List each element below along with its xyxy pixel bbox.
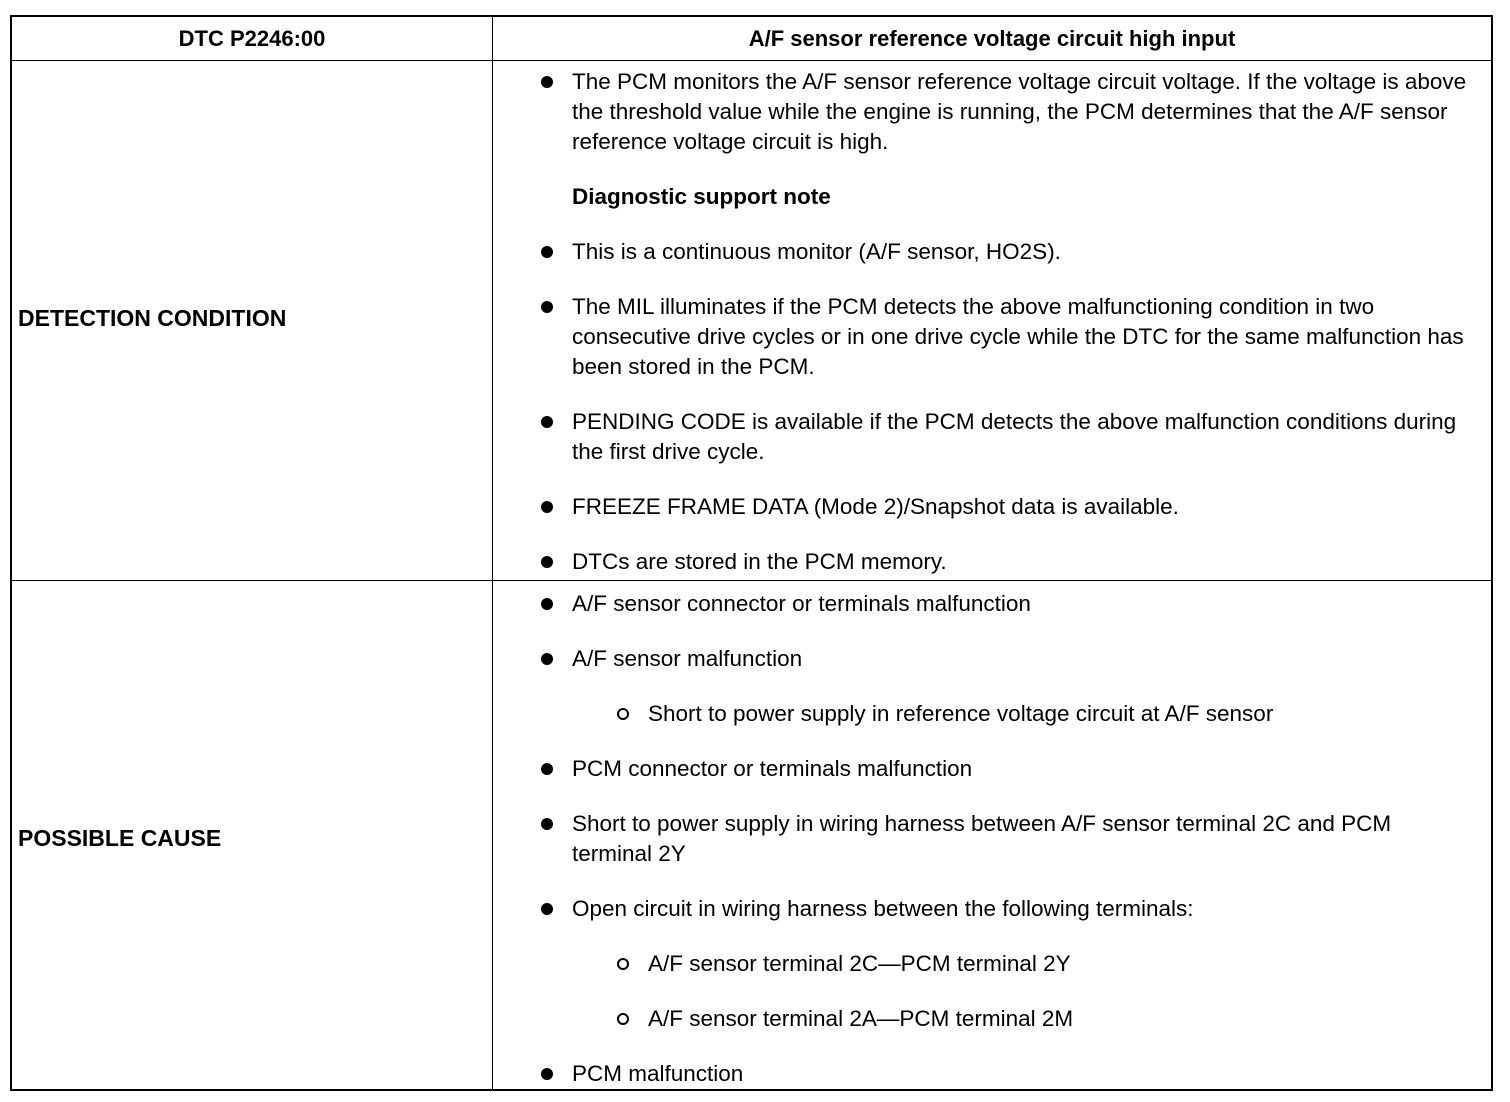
list-item: Short to power supply in wiring harness between A/F sensor terminal 2C and PCM terminal 2Y xyxy=(572,811,1392,866)
hollow-bullet-icon xyxy=(617,708,629,720)
filled-bullet-icon xyxy=(541,556,553,568)
column-divider xyxy=(492,17,493,1089)
detection-condition-label: DETECTION CONDITION xyxy=(18,305,287,331)
filled-bullet-icon xyxy=(541,653,553,665)
hollow-bullet-icon xyxy=(617,1013,629,1025)
list-item: This is a continuous monitor (A/F sensor, HO2S). xyxy=(572,239,1061,264)
sub-list-item: A/F sensor terminal 2A—PCM terminal 2M xyxy=(648,1006,1074,1031)
dtc-description-header: A/F sensor reference voltage circuit high input xyxy=(748,26,1236,51)
possible-cause-row xyxy=(12,581,1491,1089)
list-item: PCM connector or terminals malfunction xyxy=(572,756,973,781)
filled-bullet-icon xyxy=(541,246,553,258)
filled-bullet-icon xyxy=(541,1068,553,1080)
filled-bullet-icon xyxy=(541,501,553,513)
dtc-table xyxy=(10,15,1493,1091)
filled-bullet-icon xyxy=(541,416,553,428)
diagnostic-support-note-heading: Diagnostic support note xyxy=(572,184,831,209)
filled-bullet-icon xyxy=(541,301,553,313)
possible-cause-content xyxy=(493,581,1491,1089)
list-item: The PCM monitors the A/F sensor reference voltage circuit voltage. If the voltage is above the threshold value while the engine is running, the PCM determines that the A/F sensor reference voltage circuit is high. xyxy=(572,69,1467,154)
detection-condition-row xyxy=(12,61,1491,581)
filled-bullet-icon xyxy=(541,76,553,88)
list-item: PENDING CODE is available if the PCM detects the above malfunction conditions during the first drive cycle. xyxy=(572,409,1457,464)
list-item: A/F sensor malfunction xyxy=(572,646,803,671)
table-header-row xyxy=(12,17,1491,61)
list-item: PCM malfunction xyxy=(572,1061,744,1086)
hollow-bullet-icon xyxy=(617,958,629,970)
filled-bullet-icon xyxy=(541,763,553,775)
dtc-code-header: DTC P2246:00 xyxy=(178,26,326,51)
list-item: DTCs are stored in the PCM memory. xyxy=(572,549,947,574)
list-item: A/F sensor connector or terminals malfunction xyxy=(572,591,1031,616)
sub-list-item: Short to power supply in reference voltage circuit at A/F sensor xyxy=(648,701,1274,726)
list-item: Open circuit in wiring harness between the following terminals: xyxy=(572,896,1194,921)
detection-condition-content xyxy=(493,61,1491,580)
list-item: FREEZE FRAME DATA (Mode 2)/Snapshot data is available. xyxy=(572,494,1179,519)
possible-cause-label: POSSIBLE CAUSE xyxy=(18,825,222,851)
filled-bullet-icon xyxy=(541,903,553,915)
sub-list-item: A/F sensor terminal 2C—PCM terminal 2Y xyxy=(648,951,1071,976)
filled-bullet-icon xyxy=(541,598,553,610)
filled-bullet-icon xyxy=(541,818,553,830)
list-item: The MIL illuminates if the PCM detects the above malfunctioning condition in two consecutive drive cycles or in one drive cycle while the DTC for the same malfunction has been stored in the PCM. xyxy=(572,294,1464,379)
